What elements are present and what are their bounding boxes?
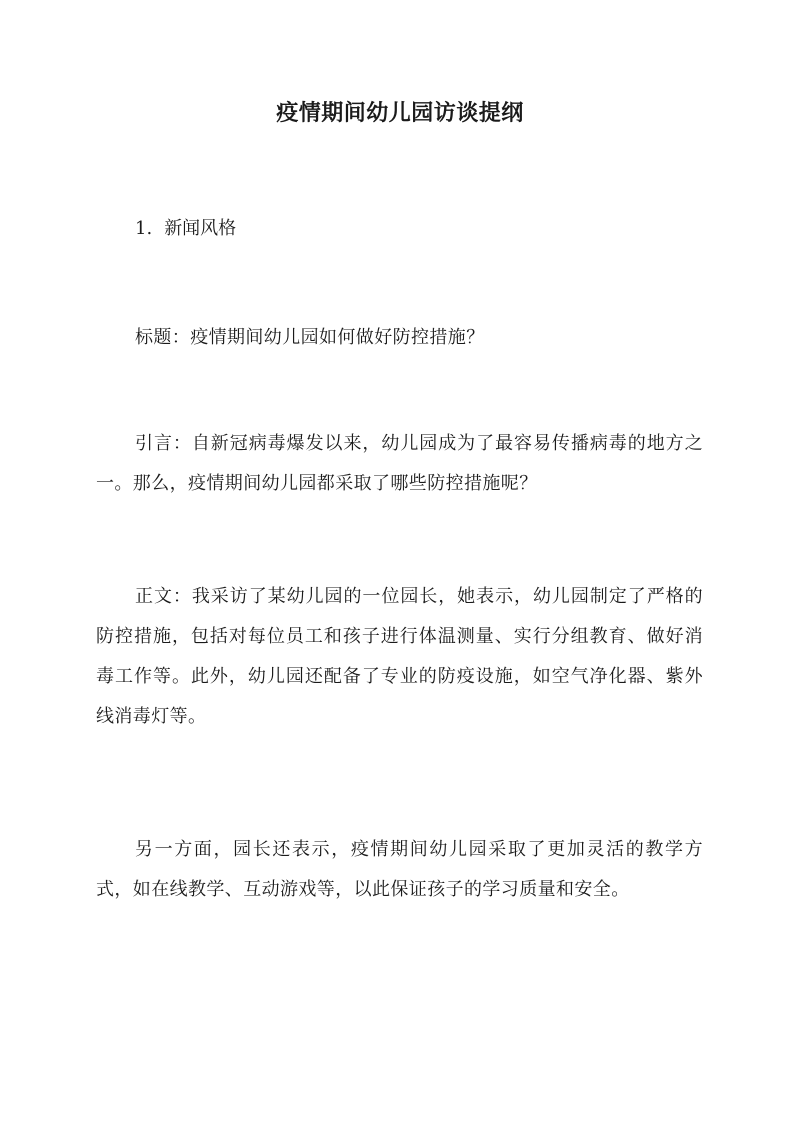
lead-paragraph: 引言：自新冠病毒爆发以来，幼儿园成为了最容易传播病毒的地方之一。那么，疫情期间幼儿园都采取了哪些防控措施呢？ — [96, 433, 703, 494]
headline-paragraph: 标题：疫情期间幼儿园如何做好防控措施？ — [135, 327, 485, 348]
section-heading — [135, 214, 236, 244]
additional-paragraph: 另一方面，园长还表示，疫情期间幼儿园采取了更加灵活的教学方式，如在线教学、互动游戏等，以此保证孩子的学习质量和安全。 — [96, 839, 703, 900]
section-heading-text: 新闻风格 — [164, 218, 237, 239]
body-paragraph: 正文：我采访了某幼儿园的一位园长，她表示，幼儿园制定了严格的防控措施，包括对每位员工和孩子进行体温测量、实行分组教育、做好消毒工作等。此外，幼儿园还配备了专业的防疫设施，如空气净化器、紫外线消毒灯等。 — [96, 586, 703, 727]
section-number: 1. — [135, 218, 153, 239]
document-title: 疫情期间幼儿园访谈提纲 — [276, 100, 524, 126]
